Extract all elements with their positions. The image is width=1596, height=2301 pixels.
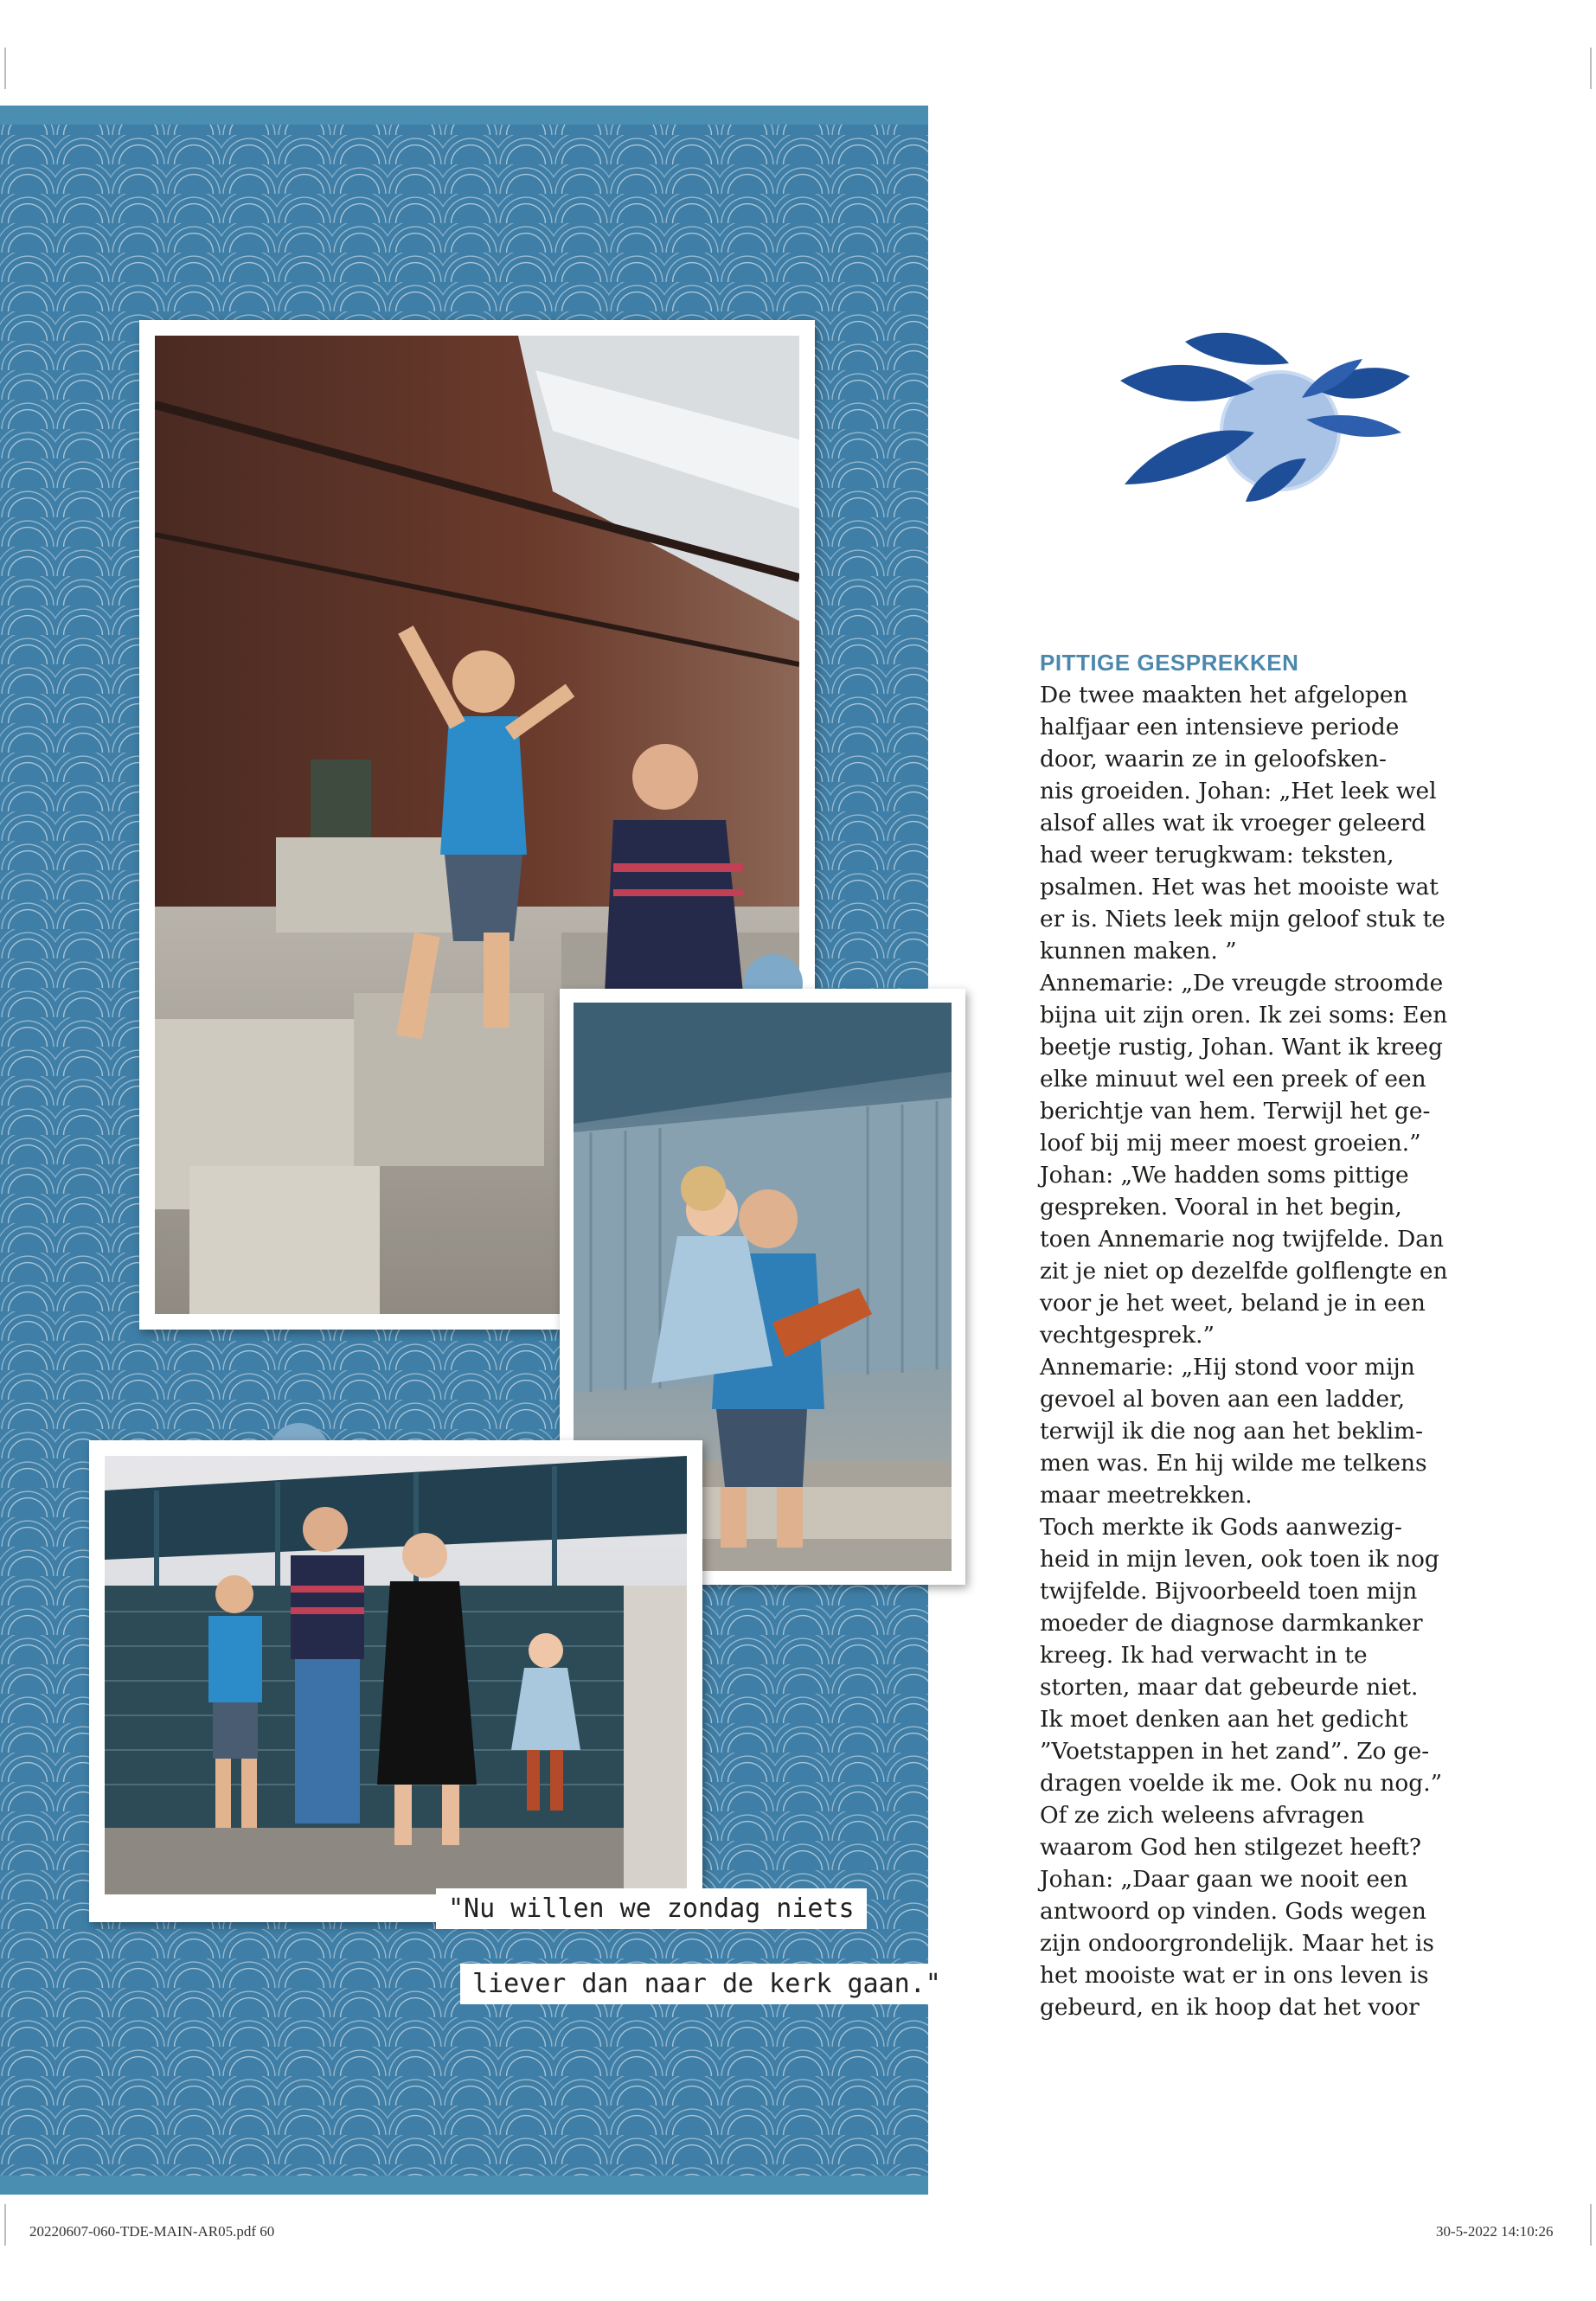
article-line: halfjaar een intensieve periode [1040, 714, 1400, 740]
photo-family-walking [105, 1456, 687, 1894]
article-line: voor je het weet, beland je in een [1040, 1290, 1426, 1317]
article-line: maar meetrekken. [1040, 1482, 1253, 1509]
panel-top-band [0, 106, 928, 125]
article-line: Of ze zich weleens afvragen [1040, 1802, 1365, 1829]
photo-frame-3 [89, 1440, 702, 1922]
blue-leaves-and-ball-icon [1116, 329, 1414, 515]
crop-mark-top-right [1590, 48, 1592, 89]
article-line: kreeg. Ik had verwacht in te [1040, 1642, 1368, 1669]
article-line: gespreken. Vooral in het begin, [1040, 1194, 1402, 1221]
article-line: alsof alles wat ik vroeger geleerd [1040, 810, 1426, 836]
article-line: waarom God hen stilgezet heeft? [1040, 1834, 1422, 1861]
article-line: Annemarie: „De vreugde stroomde [1040, 970, 1444, 997]
article-line: loof bij mij meer moest groeien.” [1040, 1130, 1421, 1157]
crop-mark-bottom-right [1590, 2204, 1592, 2246]
crop-mark-bottom-left [4, 2204, 6, 2246]
article-line: het mooiste wat er in ons leven is [1040, 1962, 1429, 1989]
article-column [1040, 647, 1455, 2023]
quote-line-2: liever dan naar de kerk gaan." [460, 1964, 953, 2004]
article-line: dragen voelde ik me. Ook nu nog.” [1040, 1770, 1443, 1797]
article-line: men was. En hij wilde me telkens [1040, 1450, 1427, 1477]
article-line: vechtgesprek.” [1040, 1322, 1215, 1349]
article-line: storten, maar dat gebeurde niet. [1040, 1674, 1419, 1701]
article-line: er is. Niets leek mijn geloof stuk te [1040, 906, 1445, 933]
article-line: Ik moet denken aan het gedicht [1040, 1706, 1408, 1733]
article-line: toen Annemarie nog twijfelde. Dan [1040, 1226, 1444, 1253]
article-line: zit je niet op dezelfde golflengte en [1040, 1258, 1448, 1285]
panel-bottom-band [0, 2176, 928, 2195]
crop-mark-top-left [4, 48, 6, 89]
article-line: zijn ondoorgrondelijk. Maar het is [1040, 1930, 1434, 1957]
article-line: terwijl ik die nog aan het beklim- [1040, 1418, 1423, 1445]
footer-file-info: 20220607-060-TDE-MAIN-AR05.pdf 60 [29, 2223, 275, 2240]
article-line: kunnen maken. ” [1040, 938, 1237, 965]
article-line: had weer terugkwam: teksten, [1040, 842, 1394, 868]
article-line: twijfelde. Bijvoorbeeld toen mijn [1040, 1578, 1418, 1605]
article-line: ”Voetstappen in het zand”. Zo ge- [1040, 1738, 1430, 1765]
article-line: heid in mijn leven, ook toen ik nog [1040, 1546, 1439, 1573]
article-line: antwoord op vinden. Gods wegen [1040, 1898, 1426, 1925]
article-line: Johan: „We hadden soms pittige [1040, 1162, 1409, 1189]
article-line: bijna uit zijn oren. Ik zei soms: Een [1040, 1002, 1448, 1029]
article-line: door, waarin ze in geloofsken- [1040, 746, 1387, 772]
article-line: Annemarie: „Hij stond voor mijn [1040, 1354, 1415, 1381]
article-line: psalmen. Het was het mooiste wat [1040, 874, 1439, 901]
article-line: De twee maakten het afgelopen [1040, 682, 1408, 708]
article-line: beetje rustig, Johan. Want ik kreeg [1040, 1034, 1443, 1061]
article-line: elke minuut wel een preek of een [1040, 1066, 1426, 1093]
photo-family-walking-image [105, 1456, 687, 1894]
article-line: gebeurd, en ik hoop dat het voor [1040, 1994, 1420, 2021]
article-line: gevoel al boven aan een ladder, [1040, 1386, 1406, 1413]
article-line: moeder de diagnose darmkanker [1040, 1610, 1423, 1637]
quote-line-1: "Nu willen we zondag niets [436, 1888, 867, 1929]
article-line: Toch merkte ik Gods aanwezig- [1040, 1514, 1402, 1541]
article-line: nis groeiden. Johan: „Het leek wel [1040, 778, 1437, 804]
footer-timestamp: 30-5-2022 14:10:26 [1436, 2223, 1554, 2240]
article-line: berichtje van hem. Terwijl het ge- [1040, 1098, 1431, 1125]
article-line: Johan: „Daar gaan we nooit een [1040, 1866, 1408, 1893]
section-heading: PITTIGE GESPREKKEN [1040, 650, 1299, 676]
